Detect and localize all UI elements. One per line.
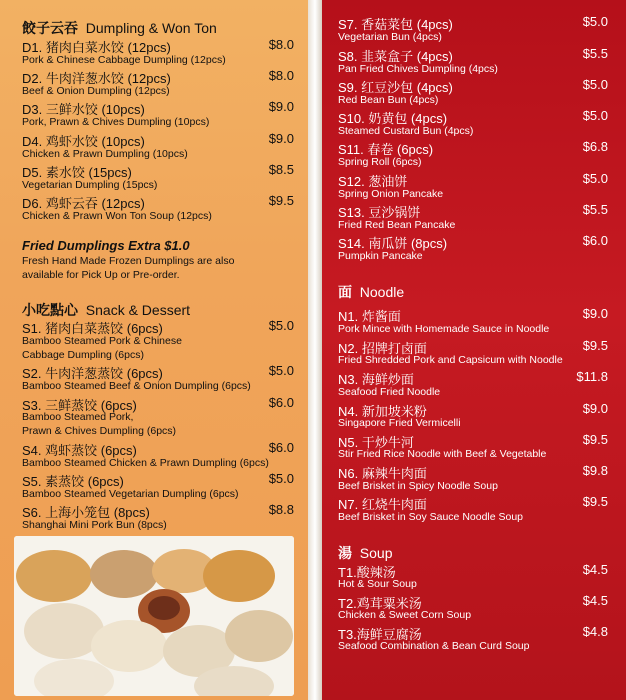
menu-item-description: Bamboo Steamed Pork & Chinese (22, 335, 182, 347)
menu-item-description: Chicken & Sweet Corn Soup (338, 609, 472, 621)
menu-item-price: $6.0 (582, 233, 608, 248)
menu-item-description: Singapore Fried Vermicelli (338, 417, 461, 429)
menu-item-price: $5.0 (582, 108, 608, 123)
menu-item-price: $8.5 (268, 162, 294, 177)
menu-item-price: $9.5 (582, 494, 608, 509)
menu-item-description: Seafood Fried Noodle (338, 386, 441, 398)
menu-item-name: S9. 红豆沙包 (4pcs) (338, 80, 453, 95)
menu-item-description: Pork Mince with Homemade Sauce in Noodle (338, 323, 550, 335)
menu-item-name: T2.鸡茸粟米汤 (338, 596, 422, 611)
menu-item-price: $4.5 (582, 562, 608, 577)
frozen-dumplings-note: available for Pick Up or Pre-order. (22, 269, 180, 281)
menu-item-price: $9.0 (268, 99, 294, 114)
menu-item-name: S4. 鸡虾蒸饺 (6pcs) (22, 443, 137, 458)
menu-item-name: N4. 新加坡米粉 (338, 404, 427, 419)
menu-item-name: N7. 红烧牛肉面 (338, 497, 427, 512)
menu-item-description: Bamboo Steamed Chicken & Prawn Dumpling (6pcs) (22, 457, 269, 469)
menu-item-description: Pork, Prawn & Chives Dumpling (10pcs) (22, 116, 210, 128)
menu-item-price: $5.0 (582, 171, 608, 186)
soup-section-heading: 湯 Soup (338, 545, 393, 561)
menu-item-price: $9.0 (582, 306, 608, 321)
menu-item-description: Steamed Custard Bun (4pcs) (338, 125, 474, 137)
menu-item-price: $9.5 (582, 338, 608, 353)
menu-item-description: Chicken & Prawn Won Ton Soup (12pcs) (22, 210, 212, 222)
menu-item-price: $6.0 (268, 395, 294, 410)
menu-item-description: Fried Shredded Pork and Capsicum with Noodle (338, 354, 563, 366)
menu-item-name: N6. 麻辣牛肉面 (338, 466, 427, 481)
menu-item-description: Red Bean Bun (4pcs) (338, 94, 439, 106)
menu-item-price: $11.8 (576, 369, 608, 384)
menu-item-name: D1. 猪肉白菜水饺 (12pcs) (22, 40, 171, 55)
menu-item-price: $5.0 (582, 14, 608, 29)
menu-item-name: T3.海鲜豆腐汤 (338, 627, 422, 642)
menu-item-description: Spring Roll (6pcs) (338, 156, 422, 168)
menu-item-description: Pumpkin Pancake (338, 250, 423, 262)
menu-item-name: N5. 干炒牛河 (338, 435, 414, 450)
menu-item-description: Chicken & Prawn Dumpling (10pcs) (22, 148, 188, 160)
menu-item-price: $8.0 (268, 37, 294, 52)
menu-item-description: Hot & Sour Soup (338, 578, 417, 590)
menu-item-name: S11. 春卷 (6pcs) (338, 142, 434, 157)
right-menu-panel (322, 0, 626, 700)
menu-item-description: Vegetarian Dumpling (15pcs) (22, 179, 158, 191)
menu-item-description: Stir Fried Rice Noodle with Beef & Vegetable (338, 448, 547, 460)
menu-item-price: $4.5 (582, 593, 608, 608)
menu-item-price: $4.8 (582, 624, 608, 639)
menu-item-price: $5.0 (582, 77, 608, 92)
menu-item-price: $9.8 (582, 463, 608, 478)
menu-item-name: S2. 牛肉洋葱蒸饺 (6pcs) (22, 366, 163, 381)
dumpling-section-heading: 餃子云吞 Dumpling & Won Ton (22, 20, 217, 36)
menu-item-name: N1. 炸酱面 (338, 309, 401, 324)
menu-item-price: $5.0 (268, 363, 294, 378)
menu-item-name: D6. 鸡虾云吞 (12pcs) (22, 196, 145, 211)
menu-item-name: D5. 素水饺 (15pcs) (22, 165, 132, 180)
menu-item-name: D4. 鸡虾水饺 (10pcs) (22, 134, 145, 149)
menu-item-price: $6.8 (582, 139, 608, 154)
menu-item-description: Pan Fried Chives Dumpling (4pcs) (338, 63, 498, 75)
menu-item-name: D2. 牛肉洋葱水饺 (12pcs) (22, 71, 171, 86)
left-menu-panel (0, 0, 308, 700)
dumplings-photo (14, 536, 294, 696)
menu-item-description: Seafood Combination & Bean Curd Soup (338, 640, 530, 652)
menu-item-name: S1. 猪肉白菜蒸饺 (6pcs) (22, 321, 163, 336)
fried-dumplings-extra-note: Fried Dumplings Extra $1.0 (22, 238, 190, 253)
menu-item-description: Fried Red Bean Pancake (338, 219, 456, 231)
page-fold (308, 0, 322, 700)
menu-item-name: S5. 素蒸饺 (6pcs) (22, 474, 124, 489)
menu-item-price: $9.0 (582, 401, 608, 416)
menu-item-name: S13. 豆沙锅饼 (338, 205, 421, 220)
menu-item-price: $9.5 (582, 432, 608, 447)
menu-item-price: $8.8 (268, 502, 294, 517)
menu-item-name: S8. 韭菜盒子 (4pcs) (338, 49, 453, 64)
menu-item-price: $5.0 (268, 471, 294, 486)
menu-item-description: Shanghai Mini Pork Bun (8pcs) (22, 519, 167, 531)
menu-item-name: S14. 南瓜饼 (8pcs) (338, 236, 448, 251)
menu-item-description: Cabbage Dumpling (6pcs) (22, 349, 144, 361)
frozen-dumplings-note: Fresh Hand Made Frozen Dumplings are also (22, 255, 235, 267)
menu-item-name: S12. 葱油饼 (338, 174, 408, 189)
menu-item-description: Bamboo Steamed Pork, (22, 411, 134, 423)
menu-item-price: $5.5 (582, 46, 608, 61)
menu-item-description: Prawn & Chives Dumpling (6pcs) (22, 425, 177, 437)
menu-item-price: $6.0 (268, 440, 294, 455)
menu-item-description: Pork & Chinese Cabbage Dumpling (12pcs) (22, 54, 226, 66)
menu-item-description: Beef Brisket in Spicy Noodle Soup (338, 480, 498, 492)
menu-item-description: Beef Brisket in Soy Sauce Noodle Soup (338, 511, 524, 523)
menu-item-description: Bamboo Steamed Vegetarian Dumpling (6pcs) (22, 488, 239, 500)
menu-item-description: Spring Onion Pancake (338, 188, 444, 200)
menu-item-price: $9.0 (268, 131, 294, 146)
menu-item-name: D3. 三鲜水饺 (10pcs) (22, 102, 145, 117)
menu-item-name: S3. 三鲜蒸饺 (6pcs) (22, 398, 137, 413)
menu-item-price: $5.5 (582, 202, 608, 217)
menu-item-name: N2. 招牌打卤面 (338, 341, 427, 356)
menu-item-name: T1.酸辣汤 (338, 565, 396, 580)
menu-item-description: Beef & Onion Dumpling (12pcs) (22, 85, 170, 97)
menu-item-name: S10. 奶黄包 (4pcs) (338, 111, 448, 126)
menu-item-description: Vegetarian Bun (4pcs) (338, 31, 442, 43)
noodle-section-heading: 面 Noodle (338, 284, 405, 300)
menu-item-description: Bamboo Steamed Beef & Onion Dumpling (6pcs) (22, 380, 251, 392)
menu-item-name: S6. 上海小笼包 (8pcs) (22, 505, 150, 520)
menu-item-price: $9.5 (268, 193, 294, 208)
menu-item-price: $8.0 (268, 68, 294, 83)
snack-section-heading: 小吃點心 Snack & Dessert (22, 302, 191, 318)
menu-item-price: $5.0 (268, 318, 294, 333)
menu-item-name: S7. 香菇菜包 (4pcs) (338, 17, 453, 32)
menu-item-name: N3. 海鲜炒面 (338, 372, 414, 387)
